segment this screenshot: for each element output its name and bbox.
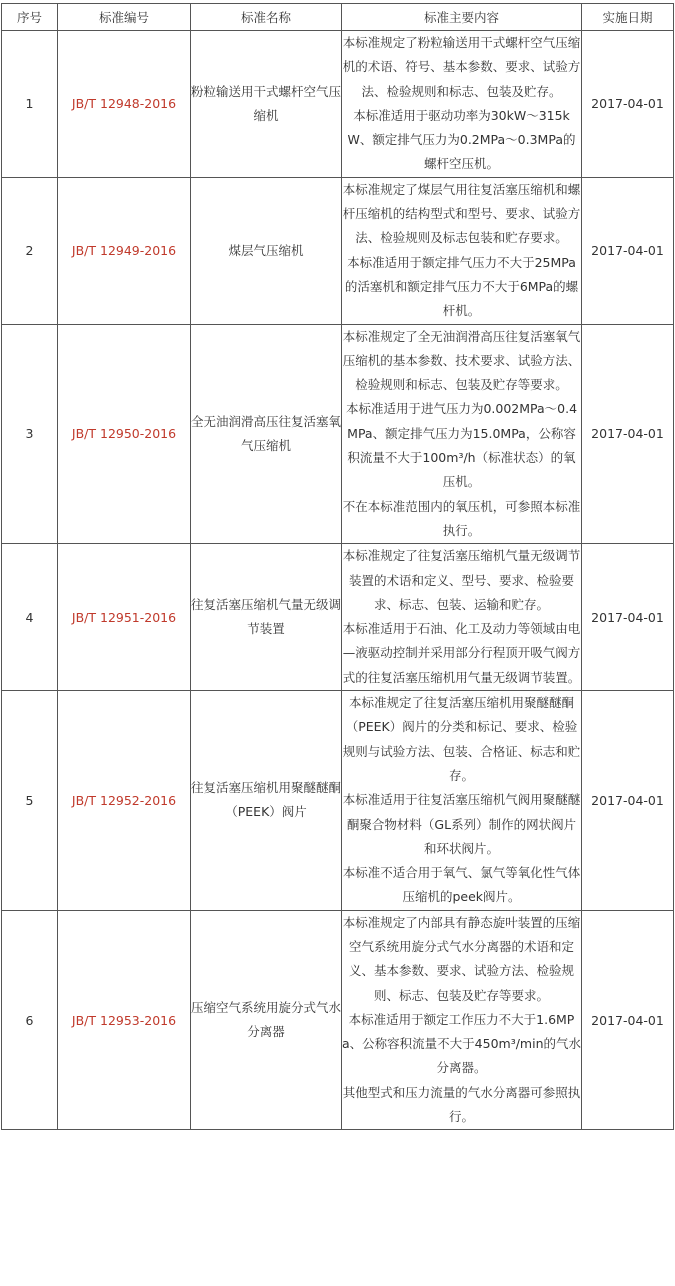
table-row	[2, 177, 674, 324]
standard-content	[342, 177, 582, 324]
standard-name: 往复活塞压缩机气量无级调节装置	[191, 544, 342, 691]
content-paragraph: 其他型式和压力流量的气水分离器可参照执行。	[342, 1084, 581, 1125]
header-date: 实施日期	[582, 4, 674, 31]
row-index: 4	[2, 544, 58, 691]
standard-name: 往复活塞压缩机用聚醚醚酮（PEEK）阀片	[191, 691, 342, 911]
table-row	[2, 910, 674, 1130]
content-paragraph: 本标准适用于额定工作压力不大于1.6MPa、公称容积流量不大于450m³/min的气水分离器。	[342, 1011, 581, 1076]
standard-code: JB/T 12949-2016	[58, 177, 191, 324]
standard-code: JB/T 12948-2016	[58, 31, 191, 178]
table-row	[2, 691, 674, 911]
implementation-date: 2017-04-01	[582, 691, 674, 911]
implementation-date: 2017-04-01	[582, 910, 674, 1130]
row-index: 2	[2, 177, 58, 324]
content-paragraph: 本标准适用于往复活塞压缩机气阀用聚醚醚酮聚合物材料（GL系列）制作的网状阀片和环状阀片。	[342, 792, 581, 856]
content-paragraph: 本标准适用于进气压力为0.002MPa～0.4MPa、额定排气压力为15.0MPa，公称容积流量不大于100m³/h（标准状态）的氧压机。	[345, 401, 578, 490]
row-index: 5	[2, 691, 58, 911]
standard-name: 压缩空气系统用旋分式气水分离器	[191, 910, 342, 1130]
implementation-date: 2017-04-01	[582, 544, 674, 691]
content-paragraph: 本标准适用于额定排气压力不大于25MPa的活塞机和额定排气压力不大于6MPa的螺杆机。	[344, 254, 579, 319]
standard-content	[342, 544, 582, 691]
standard-code: JB/T 12953-2016	[58, 910, 191, 1130]
row-index: 6	[2, 910, 58, 1130]
standard-name: 全无油润滑高压往复活塞氧气压缩机	[191, 324, 342, 544]
standards-table	[1, 3, 674, 1130]
standard-content	[342, 910, 582, 1130]
content-paragraph: 本标准规定了粉粒输送用干式螺杆空气压缩机的术语、符号、基本参数、要求、试验方法、检验规则和标志、包装及贮存。	[342, 35, 581, 99]
standard-code: JB/T 12951-2016	[58, 544, 191, 691]
standard-content	[342, 324, 582, 544]
header-content: 标准主要内容	[342, 4, 582, 31]
standard-name: 煤层气压缩机	[191, 177, 342, 324]
header-code: 标准编号	[58, 4, 191, 31]
header-name: 标准名称	[191, 4, 342, 31]
content-paragraph: 不在本标准范围内的氧压机，可参照本标准执行。	[342, 498, 581, 538]
content-paragraph: 本标准规定了煤层气用往复活塞压缩机和螺杆压缩机的结构型式和型号、要求、试验方法、检验规则及标志包装和贮存要求。	[342, 181, 581, 246]
content-paragraph: 本标准规定了内部具有静态旋叶装置的压缩空气系统用旋分式气水分离器的术语和定义、基本参数、要求、试验方法、检验规则、标志、包装及贮存等要求。	[342, 914, 581, 1003]
standard-content	[342, 31, 582, 178]
header-index: 序号	[2, 4, 58, 31]
row-index: 3	[2, 324, 58, 544]
standard-code: JB/T 12950-2016	[58, 324, 191, 544]
table-row	[2, 544, 674, 691]
content-paragraph: 本标准不适合用于氧气、氯气等氧化性气体压缩机的peek阀片。	[342, 865, 581, 905]
content-paragraph: 本标准适用于石油、化工及动力等领域由电—液驱动控制并采用部分行程顶开吸气阀方式的往复活塞压缩机用气量无级调节装置。	[342, 621, 581, 685]
implementation-date: 2017-04-01	[582, 324, 674, 544]
table-row	[2, 31, 674, 178]
standard-code: JB/T 12952-2016	[58, 691, 191, 911]
content-paragraph: 本标准规定了往复活塞压缩机气量无级调节装置的术语和定义、型号、要求、检验要求、标志、包装、运输和贮存。	[342, 548, 581, 612]
row-index: 1	[2, 31, 58, 178]
table-row	[2, 324, 674, 544]
content-paragraph: 本标准规定了往复活塞压缩机用聚醚醚酮（PEEK）阀片的分类和标记、要求、检验规则与试验方法、包装、合格证、标志和贮存。	[342, 695, 581, 783]
table-header-row	[2, 4, 674, 31]
implementation-date: 2017-04-01	[582, 177, 674, 324]
standard-content	[342, 691, 582, 911]
content-paragraph: 本标准适用于驱动功率为30kW～315kW、额定排气压力为0.2MPa～0.3MPa的螺杆空压机。	[347, 107, 576, 172]
implementation-date: 2017-04-01	[582, 31, 674, 178]
standard-name: 粉粒输送用干式螺杆空气压缩机	[191, 31, 342, 178]
content-paragraph: 本标准规定了全无油润滑高压往复活塞氧气压缩机的基本参数、技术要求、试验方法、检验规则和标志、包装及贮存等要求。	[342, 328, 581, 393]
